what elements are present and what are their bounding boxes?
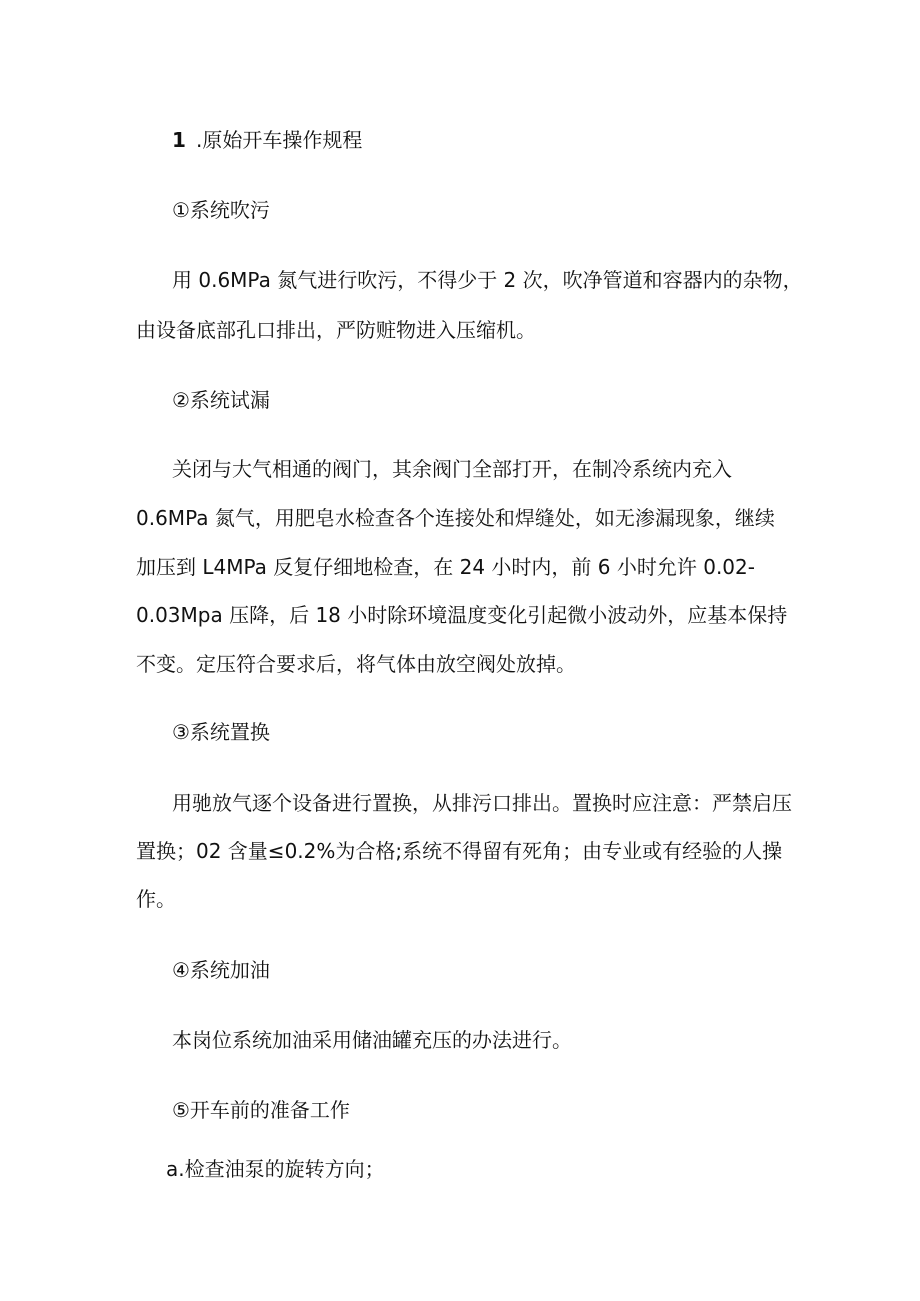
- section-heading-blowdown: ①系统吹污: [172, 198, 270, 222]
- paragraph-line: 关闭与大气相通的阀门，其余阀门全部打开，在制冷系统内充入: [172, 457, 732, 481]
- paragraph-line: 用驰放气逐个设备进行置换，从排污口排出。置换时应注意：严禁启压: [172, 791, 792, 815]
- section-heading-oil-fill: ④系统加油: [172, 958, 270, 982]
- paragraph-line: 加压到 L4MPa 反复仔细地检查，在 24 小时内，前 6 小时允许 0.02-: [136, 555, 755, 579]
- paragraph-line: 用 0.6MPa 氮气进行吹污，不得少于 2 次，吹净管道和容器内的杂物，: [172, 268, 803, 292]
- paragraph-line: 置换；02 含量≤0.2%为合格;系统不得留有死角；由专业或有经验的人操: [136, 839, 783, 863]
- section-heading-leak-test: ②系统试漏: [172, 388, 270, 412]
- section-number: 1: [172, 128, 186, 152]
- paragraph-line: 本岗位系统加油采用储油罐充压的办法进行。: [172, 1028, 572, 1052]
- paragraph-line: 作。: [136, 887, 176, 911]
- paragraph-line: 不变。定压符合要求后，将气体由放空阀处放掉。: [136, 652, 576, 676]
- section-heading-purge: ③系统置换: [172, 720, 270, 744]
- list-item: a.检查油泵的旋转方向；: [166, 1157, 385, 1181]
- paragraph-line: 0.6MPa 氮气，用肥皂水检查各个连接处和焊缝处，如无渗漏现象，继续: [136, 506, 775, 530]
- document-title: .原始开车操作规程: [196, 128, 363, 152]
- paragraph-line: 0.03Mpa 压降，后 18 小时除环境温度变化引起微小波动外，应基本保持: [136, 603, 788, 627]
- paragraph-line: 由设备底部孔口排出，严防赃物进入压缩机。: [136, 318, 536, 342]
- section-heading-preparation: ⑤开车前的准备工作: [172, 1098, 350, 1122]
